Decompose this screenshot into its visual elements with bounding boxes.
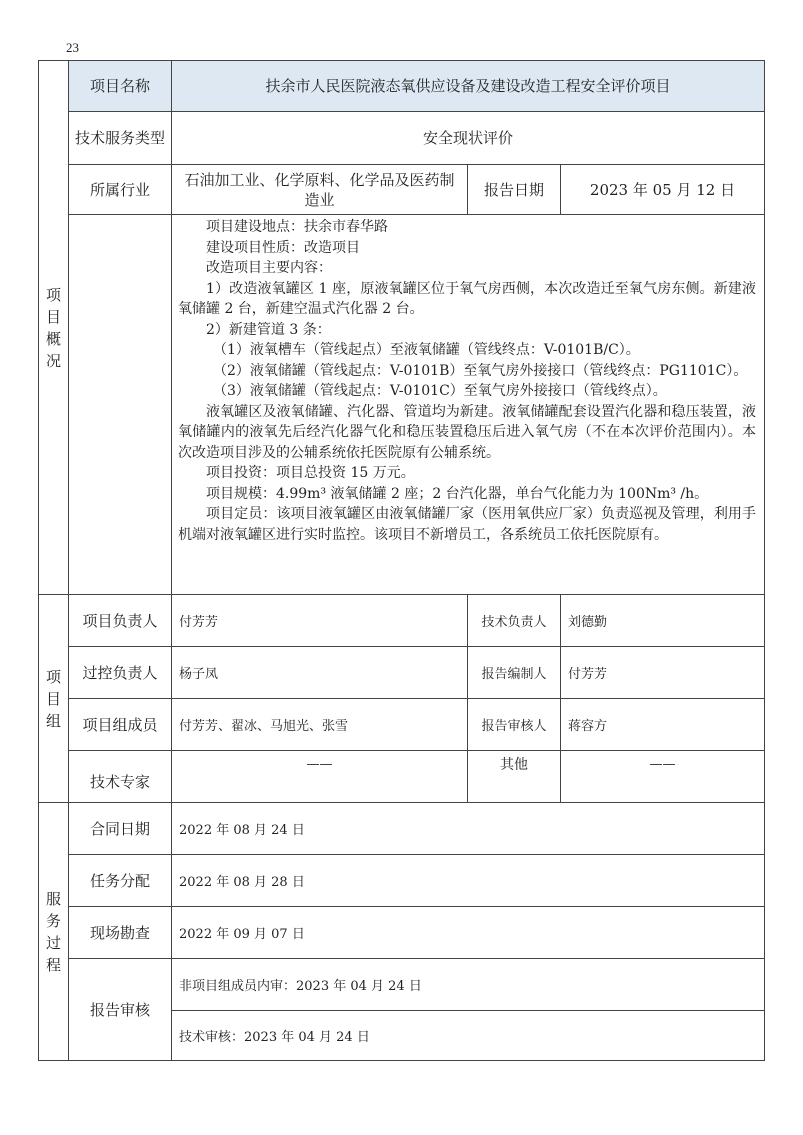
process-value: 2022 年 08 月 24 日	[172, 803, 765, 855]
overview-section-label: 概	[45, 329, 61, 348]
process-section-label: 过	[45, 933, 61, 952]
team-label2: 报告审核人	[468, 699, 561, 751]
team-row	[39, 699, 765, 751]
process-section-cell	[39, 803, 69, 1061]
process-section-label: 服	[45, 889, 61, 908]
team-row	[39, 647, 765, 699]
report-date-label: 报告日期	[468, 165, 561, 215]
project-record-table	[38, 60, 765, 1061]
process-value: 2022 年 09 月 07 日	[172, 907, 765, 959]
team-section-label: 目	[45, 689, 61, 708]
team-label: 项目组成员	[69, 699, 172, 751]
overview-line: 2）新建管道 3 条：	[206, 321, 331, 338]
overview-line: 1）改造液氧罐区 1 座，原液氧罐区位于氧气房西侧，本次改造迁至氧气房东侧。新建液氧储罐 2 台，新建空温式汽化器 2 台。	[178, 280, 757, 317]
team-value2: 蒋容方	[561, 699, 765, 751]
team-row	[39, 751, 765, 803]
project-name-label: 项目名称	[69, 61, 172, 112]
page-number: 23	[66, 40, 79, 55]
overview-line: 液氧罐区及液氧储罐、汽化器、管道均为新建。液氧储罐配套设置汽化器和稳压装置，液氧储罐内的液氧先后经汽化器气化和稳压装置稳压后进入氧气房（不在本次评价范围内）。本次改造项目涉及的公辅系统依托医院原有公辅系统。	[178, 403, 757, 461]
process-label: 任务分配	[69, 855, 172, 907]
row-service-type	[39, 112, 765, 165]
project-name-value: 扶余市人民医院液态氧供应设备及建设改造工程安全评价项目	[172, 61, 765, 112]
process-section-label: 程	[45, 955, 61, 974]
overview-section-cell	[39, 61, 69, 595]
team-label2: 报告编制人	[468, 647, 561, 699]
team-value: 杨子凤	[172, 647, 468, 699]
team-value2: 付芳芳	[561, 647, 765, 699]
process-section-label: 务	[45, 911, 61, 930]
overview-line: （2）液氧储罐（管线起点：V-0101B）至氧气房外接接口（管线终点：PG1101C）。	[213, 362, 748, 379]
team-label: 项目负责人	[69, 595, 172, 647]
row-project-name	[39, 61, 765, 112]
service-type-label: 技术服务类型	[69, 112, 172, 165]
overview-line: 项目建设地点：扶余市春华路	[206, 219, 388, 235]
overview-empty-cell	[69, 215, 172, 595]
review-row-internal	[39, 959, 765, 1011]
team-value: ——	[172, 751, 468, 803]
process-label: 合同日期	[69, 803, 172, 855]
team-section-label: 组	[45, 711, 61, 730]
team-row	[39, 595, 765, 647]
overview-line: 改造项目主要内容：	[206, 260, 332, 276]
overview-line: （1）液氧槽车（管线起点）至液氧储罐（管线终点：V-0101B/C）。	[213, 342, 640, 358]
overview-section-label: 目	[45, 307, 61, 326]
process-row	[39, 855, 765, 907]
process-row	[39, 803, 765, 855]
team-label2: 其他	[468, 751, 561, 803]
overview-line: 建设项目性质：改造项目	[206, 239, 360, 256]
overview-section-label: 项	[45, 285, 61, 304]
row-industry	[39, 165, 765, 215]
team-value: 付芳芳、翟冰、马旭光、张雪	[172, 699, 468, 751]
review-technical-value: 技术审核：2023 年 04 月 24 日	[172, 1011, 765, 1061]
process-row	[39, 907, 765, 959]
review-internal-value: 非项目组成员内审：2023 年 04 月 24 日	[172, 959, 765, 1011]
review-label: 报告审核	[69, 959, 172, 1061]
team-section-cell	[39, 595, 69, 803]
overview-line: 项目规模：4.99m³ 液氧储罐 2 座；2 台汽化器，单台气化能力为 100Nm³ /h。	[206, 485, 709, 502]
industry-value: 石油加工业、化学原料、化学品及医药制造业	[172, 165, 468, 215]
service-type-value: 安全现状评价	[172, 112, 765, 165]
overview-section-label: 况	[45, 351, 61, 370]
team-value2: ——	[561, 751, 765, 803]
process-label: 现场勘查	[69, 907, 172, 959]
report-date-value: 2023 年 05 月 12 日	[561, 165, 765, 215]
team-label: 过控负责人	[69, 647, 172, 699]
overview-content	[172, 215, 765, 595]
overview-line: 项目定员：该项目液氧罐区由液氧储罐厂家（医用氧供应厂家）负责巡视及管理，利用手机端对液氧罐区进行实时监控。该项目不新增员工，各系统员工依托医院原有。	[178, 506, 757, 543]
row-overview	[39, 215, 765, 595]
team-label2: 技术负责人	[468, 595, 561, 647]
overview-line: （3）液氧储罐（管线起点：V-0101C）至氧气房外接接口（管线终点）。	[213, 383, 667, 399]
team-section-label: 项	[45, 667, 61, 686]
team-label: 技术专家	[69, 751, 172, 803]
process-value: 2022 年 08 月 28 日	[172, 855, 765, 907]
industry-label: 所属行业	[69, 165, 172, 215]
overview-line: 项目投资：项目总投资 15 万元。	[206, 465, 415, 481]
team-value: 付芳芳	[172, 595, 468, 647]
team-value2: 刘德勤	[561, 595, 765, 647]
